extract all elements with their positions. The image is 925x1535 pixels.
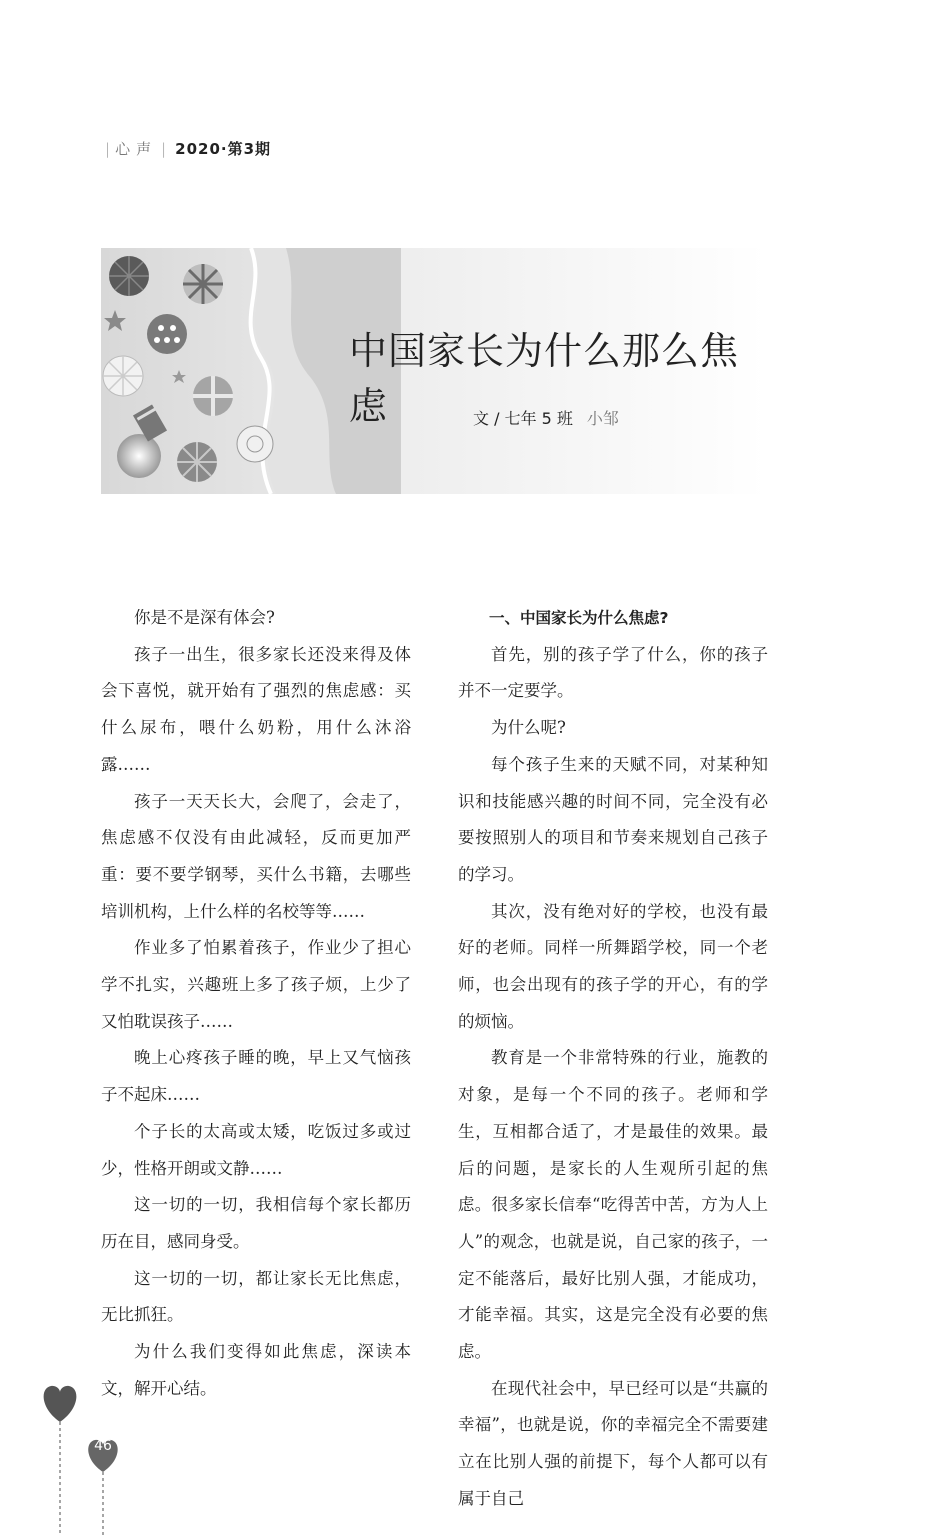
header-divider: | <box>161 140 168 158</box>
title-banner <box>101 248 766 494</box>
paragraph: 为什么我们变得如此焦虑，深读本文，解开心结。 <box>101 1342 411 1398</box>
running-header <box>101 138 271 159</box>
byline <box>473 406 619 429</box>
paragraph: 在现代社会中，早已经可以是“共赢的幸福”，也就是说，你的幸福完全不需要建立在比别人强的前提下，每个人都可以有属于自己 <box>458 1378 768 1508</box>
paragraph: 孩子一天天长大，会爬了，会走了，焦虑感不仅没有由此减轻，反而更加严重：要不要学钢琴，买什么书籍，去哪些培训机构，上什么样的名校等等…… <box>101 791 411 921</box>
paragraph: 晚上心疼孩子睡的晚，早上又气恼孩子不起床…… <box>101 1048 411 1105</box>
heart-icon <box>44 1386 77 1422</box>
paragraph: 为什么呢? <box>491 718 566 738</box>
paragraph: 孩子一出生，很多家长还没来得及体会下喜悦，就开始有了强烈的焦虑感：买什么尿布，喂什么奶粉，用什么沐浴露…… <box>101 644 411 774</box>
heart-decoration <box>38 1380 138 1535</box>
paragraph: 每个孩子生来的天赋不同，对某种知识和技能感兴趣的时间不同，完全没有必要按照别人的项目和节奏来规划自己孩子的学习。 <box>458 754 768 884</box>
header-divider: | <box>105 140 112 158</box>
article-title: 中国家长为什么那么焦虑 <box>349 329 740 428</box>
paragraph: 其次，没有绝对好的学校，也没有最好的老师。同样一所舞蹈学校，同一个老师，也会出现有的孩子学的开心，有的学的烦恼。 <box>458 901 768 1031</box>
section-heading: 一、中国家长为什么焦虑? <box>489 609 669 627</box>
header-issue: 2020·第3期 <box>175 140 272 158</box>
paragraph: 教育是一个非常特殊的行业，施教的对象，是每一个不同的孩子。老师和学生，互相都合适了，才是最佳的效果。最后的问题，是家长的人生观所引起的焦虑。很多家长信奉“吃得苦中苦，方为人上人”的观念，也就是说，自己家的孩子，一定不能落后，最好比别人强，才能成功，才能幸福。其实，这是完全没有必要的焦虑。 <box>458 1048 768 1362</box>
byline-author: 小邹 <box>586 409 619 428</box>
paragraph: 你是不是深有体会? <box>134 608 275 627</box>
left-column <box>101 600 411 1407</box>
paragraph: 首先，别的孩子学了什么，你的孩子并不一定要学。 <box>458 644 768 701</box>
page-number: 46 <box>94 1438 112 1454</box>
right-column <box>458 600 768 1518</box>
paragraph: 作业多了怕累着孩子，作业少了担心学不扎实，兴趣班上多了孩子烦，上少了又怕耽误孩子…… <box>101 938 411 1031</box>
header-section: 心声 <box>115 140 158 158</box>
paragraph: 个子长的太高或太矮，吃饭过多或过少，性格开朗或文静…… <box>101 1121 411 1178</box>
paragraph: 这一切的一切，都让家长无比焦虑，无比抓狂。 <box>101 1268 411 1325</box>
paragraph: 这一切的一切，我相信每个家长都历历在目，感同身受。 <box>101 1195 411 1251</box>
byline-class: 文 / 七年 5 班 <box>473 409 573 428</box>
